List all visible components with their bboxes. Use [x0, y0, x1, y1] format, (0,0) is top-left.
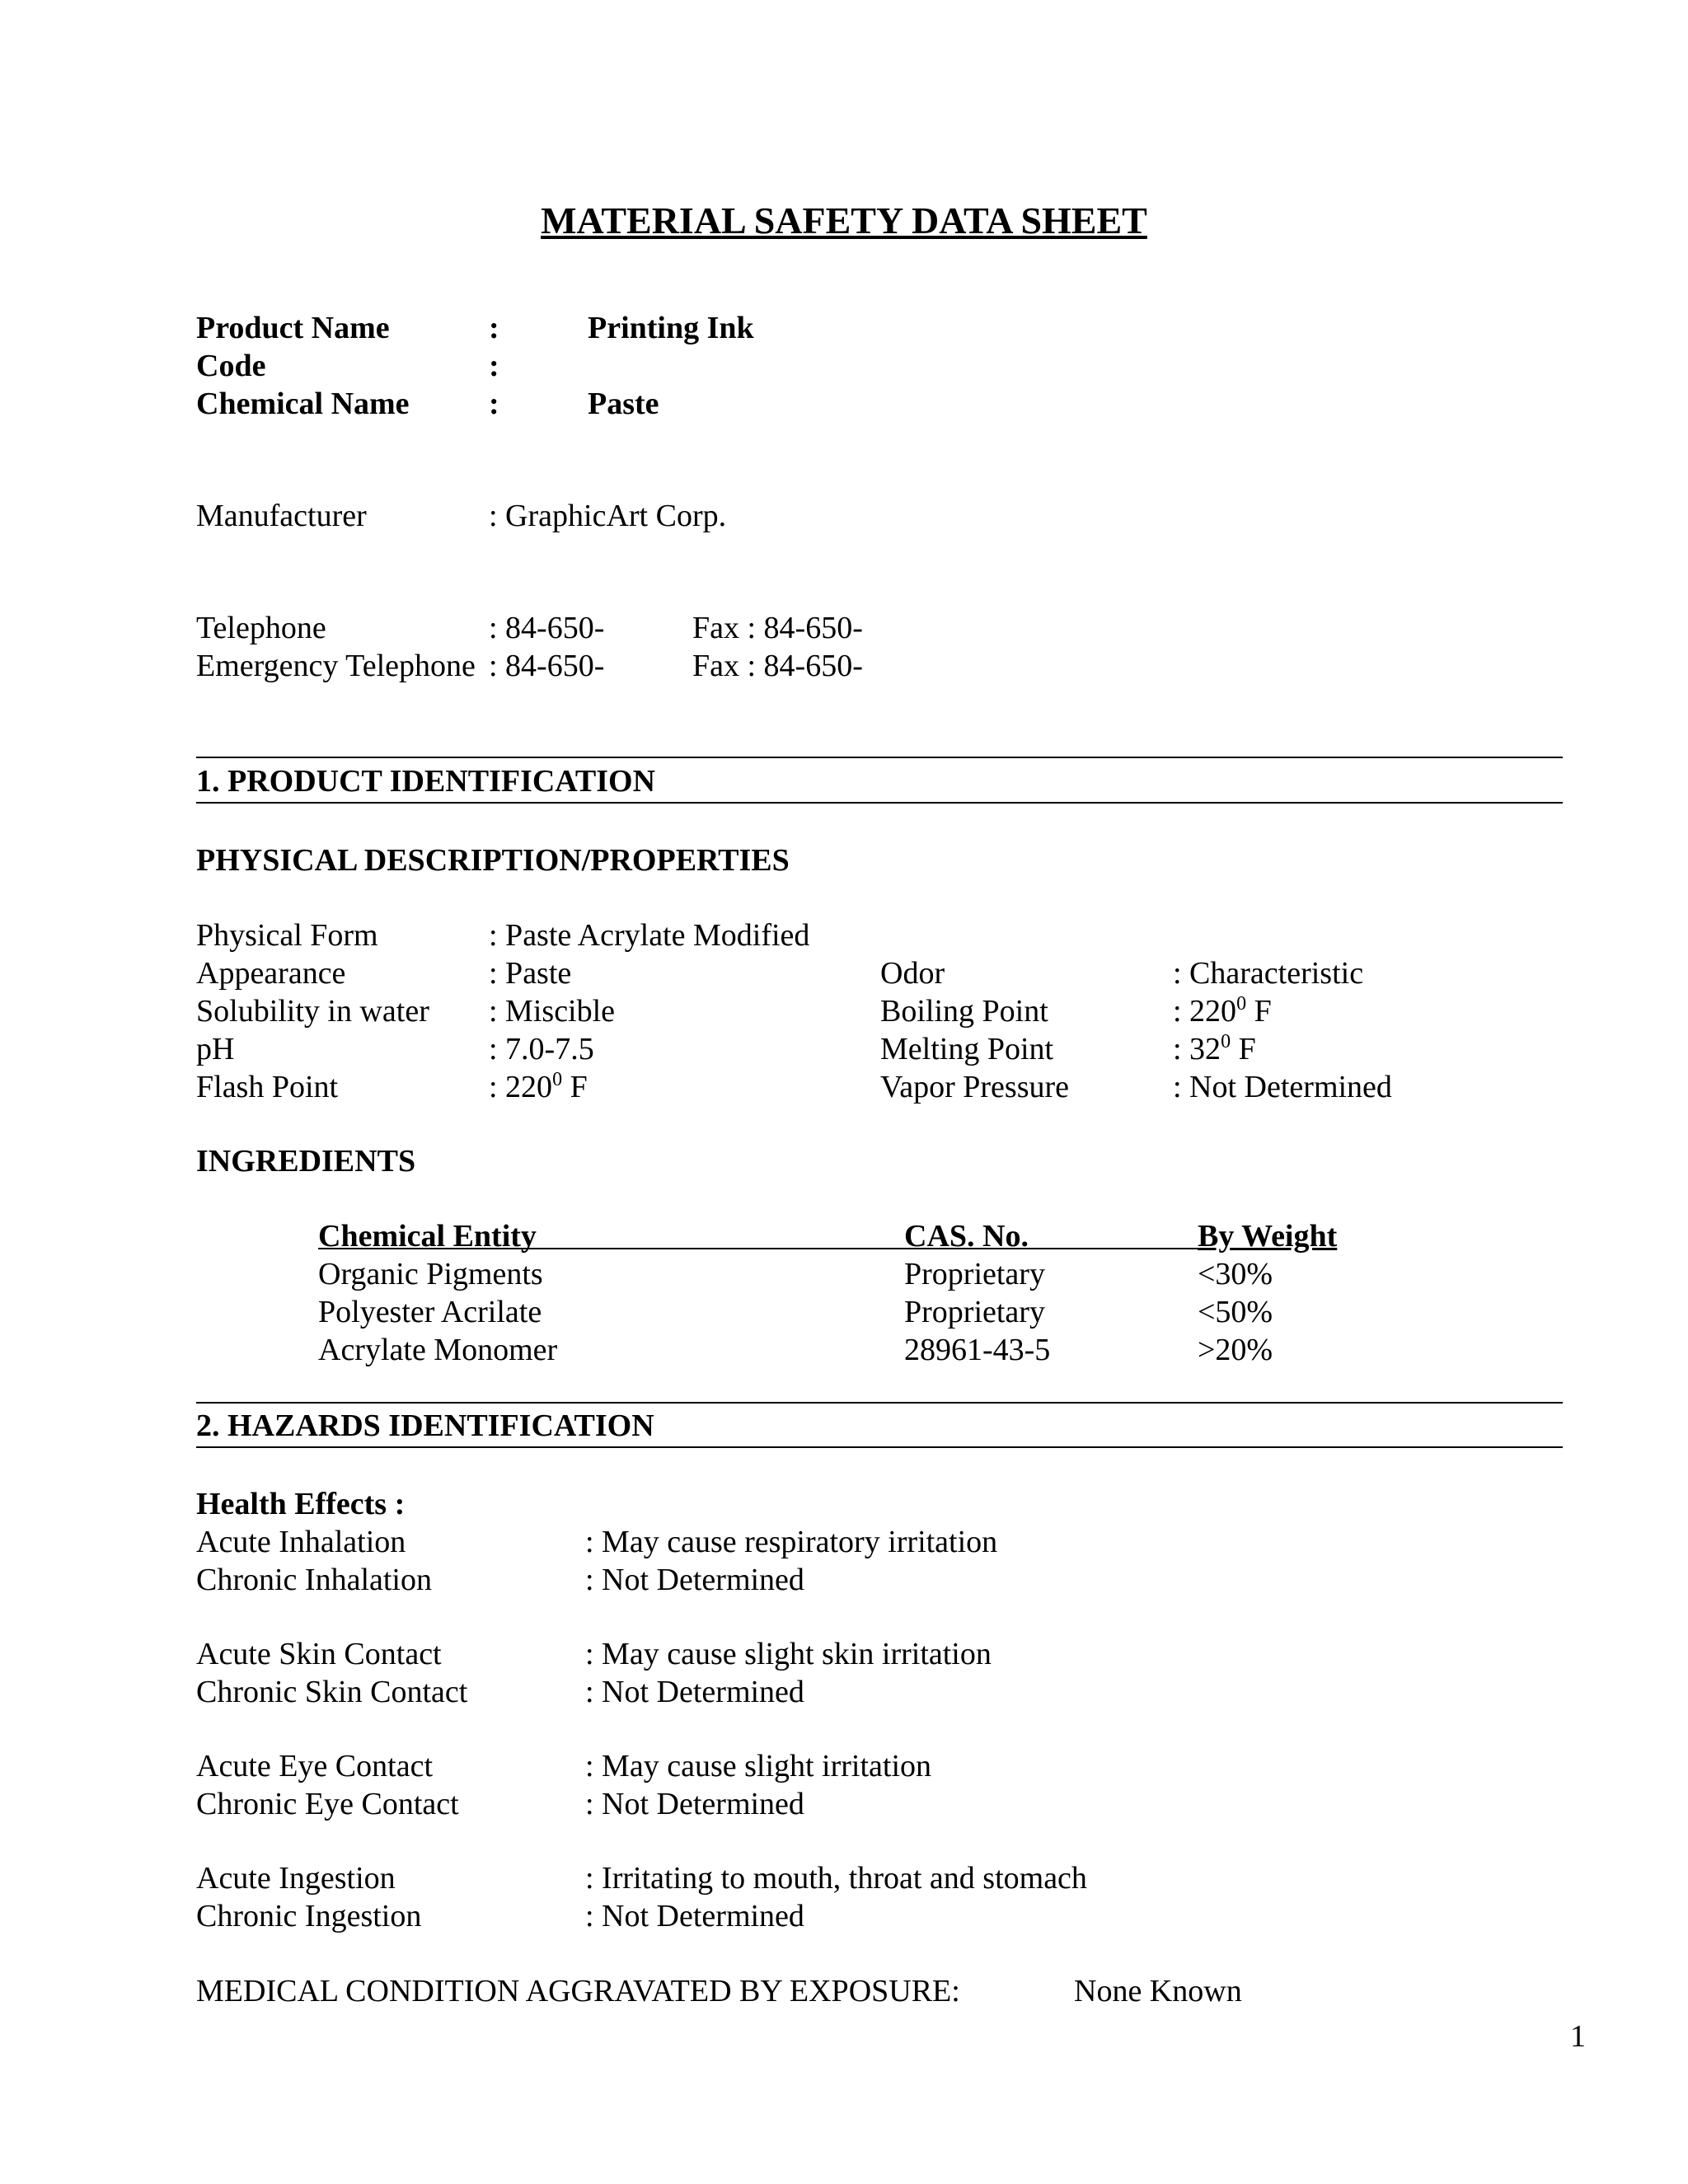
effect-label: Acute Eye Contact — [196, 1749, 434, 1783]
property-label: Flash Point — [196, 1070, 339, 1104]
ingredients-col-weight: By Weight — [1198, 1219, 1338, 1254]
property-value: : Characteristic — [1173, 956, 1364, 991]
page-number: 1 — [1570, 2019, 1586, 2054]
effect-label: Chronic Inhalation — [196, 1563, 432, 1597]
ingredient-weight: >20% — [1198, 1333, 1273, 1367]
section1-heading: 1. PRODUCT IDENTIFICATION — [196, 764, 656, 799]
code-label: Code — [196, 349, 266, 383]
section2-bottom-rule — [196, 1446, 1563, 1448]
ingredient-cas: 28961-43-5 — [904, 1333, 1051, 1367]
property-value: : Paste — [489, 956, 572, 991]
telephone-label: Telephone — [196, 611, 326, 645]
product-name-label: Product Name — [196, 311, 390, 345]
effect-label: Chronic Skin Contact — [196, 1675, 468, 1709]
medical-condition-label: MEDICAL CONDITION AGGRAVATED BY EXPOSURE: — [196, 1974, 960, 2008]
ingredients-col-cas: CAS. No. — [904, 1219, 1029, 1254]
ingredient-cas: Proprietary — [904, 1295, 1045, 1329]
section1-bottom-rule — [196, 802, 1563, 804]
property-value: : $220^0$ F — [489, 1069, 588, 1104]
emergency-fax-value: Fax : 84-650- — [692, 649, 863, 683]
effect-value: : Irritating to mouth, throat and stomach — [585, 1861, 1087, 1896]
health-effects-heading: Health Effects : — [196, 1487, 406, 1521]
physical-heading: PHYSICAL DESCRIPTION/PROPERTIES — [196, 843, 790, 878]
section2-top-rule — [196, 1402, 1563, 1404]
property-label: Odor — [880, 956, 945, 991]
telephone-value: : 84-650- — [489, 611, 605, 645]
chemical-name-label: Chemical Name — [196, 387, 410, 421]
property-value: : $32^0$ F — [1173, 1031, 1256, 1066]
ingredient-weight: <30% — [1198, 1257, 1273, 1291]
effect-value: : May cause slight irritation — [585, 1749, 932, 1783]
property-value: : $220^0$ F — [1173, 993, 1272, 1029]
page-title: MATERIAL SAFETY DATA SHEET — [541, 199, 1147, 241]
fax-value: Fax : 84-650- — [692, 611, 863, 645]
property-value: : Not Determined — [1173, 1070, 1392, 1104]
property-value: : Miscible — [489, 994, 616, 1029]
chemical-name-value: Paste — [588, 387, 659, 421]
ingredient-cas: Proprietary — [904, 1257, 1045, 1291]
effect-label: Acute Ingestion — [196, 1861, 396, 1896]
product-name-value: Printing Ink — [588, 311, 754, 345]
ingredient-entity: Polyester Acrilate — [318, 1295, 542, 1329]
property-label: Vapor Pressure — [880, 1070, 1070, 1104]
section1-top-rule — [196, 757, 1563, 758]
property-value: : Paste Acrylate Modified — [489, 918, 810, 953]
property-label: Melting Point — [880, 1032, 1054, 1066]
ingredients-col-entity: Chemical Entity — [318, 1219, 537, 1254]
section2-heading: 2. HAZARDS IDENTIFICATION — [196, 1408, 654, 1443]
emergency-telephone-label: Emergency Telephone — [196, 649, 476, 683]
effect-value: : May cause respiratory irritation — [585, 1525, 998, 1559]
product-name-sep: : — [489, 311, 499, 345]
effect-value: : Not Determined — [585, 1675, 804, 1709]
effect-value: : Not Determined — [585, 1899, 804, 1933]
property-label: Appearance — [196, 956, 346, 991]
chemical-name-sep: : — [489, 387, 499, 421]
manufacturer-value: : GraphicArt Corp. — [489, 499, 727, 533]
property-value: : 7.0-7.5 — [489, 1032, 594, 1066]
ingredients-header-rule — [318, 1248, 1198, 1249]
property-label: Solubility in water — [196, 994, 429, 1029]
effect-value: : Not Determined — [585, 1563, 804, 1597]
manufacturer-label: Manufacturer — [196, 499, 367, 533]
code-sep: : — [489, 349, 499, 383]
property-label: pH — [196, 1032, 235, 1066]
medical-condition-value: None Known — [1074, 1974, 1242, 2008]
ingredient-entity: Organic Pigments — [318, 1257, 543, 1291]
emergency-telephone-value: : 84-650- — [489, 649, 605, 683]
effect-label: Acute Inhalation — [196, 1525, 406, 1559]
effect-value: : May cause slight skin irritation — [585, 1637, 992, 1671]
property-label: Physical Form — [196, 918, 378, 953]
property-label: Boiling Point — [880, 994, 1048, 1029]
ingredients-heading: INGREDIENTS — [196, 1144, 416, 1179]
effect-value: : Not Determined — [585, 1787, 804, 1821]
effect-label: Chronic Ingestion — [196, 1899, 422, 1933]
effect-label: Acute Skin Contact — [196, 1637, 442, 1671]
ingredient-weight: <50% — [1198, 1295, 1273, 1329]
ingredient-entity: Acrylate Monomer — [318, 1333, 558, 1367]
effect-label: Chronic Eye Contact — [196, 1787, 459, 1821]
